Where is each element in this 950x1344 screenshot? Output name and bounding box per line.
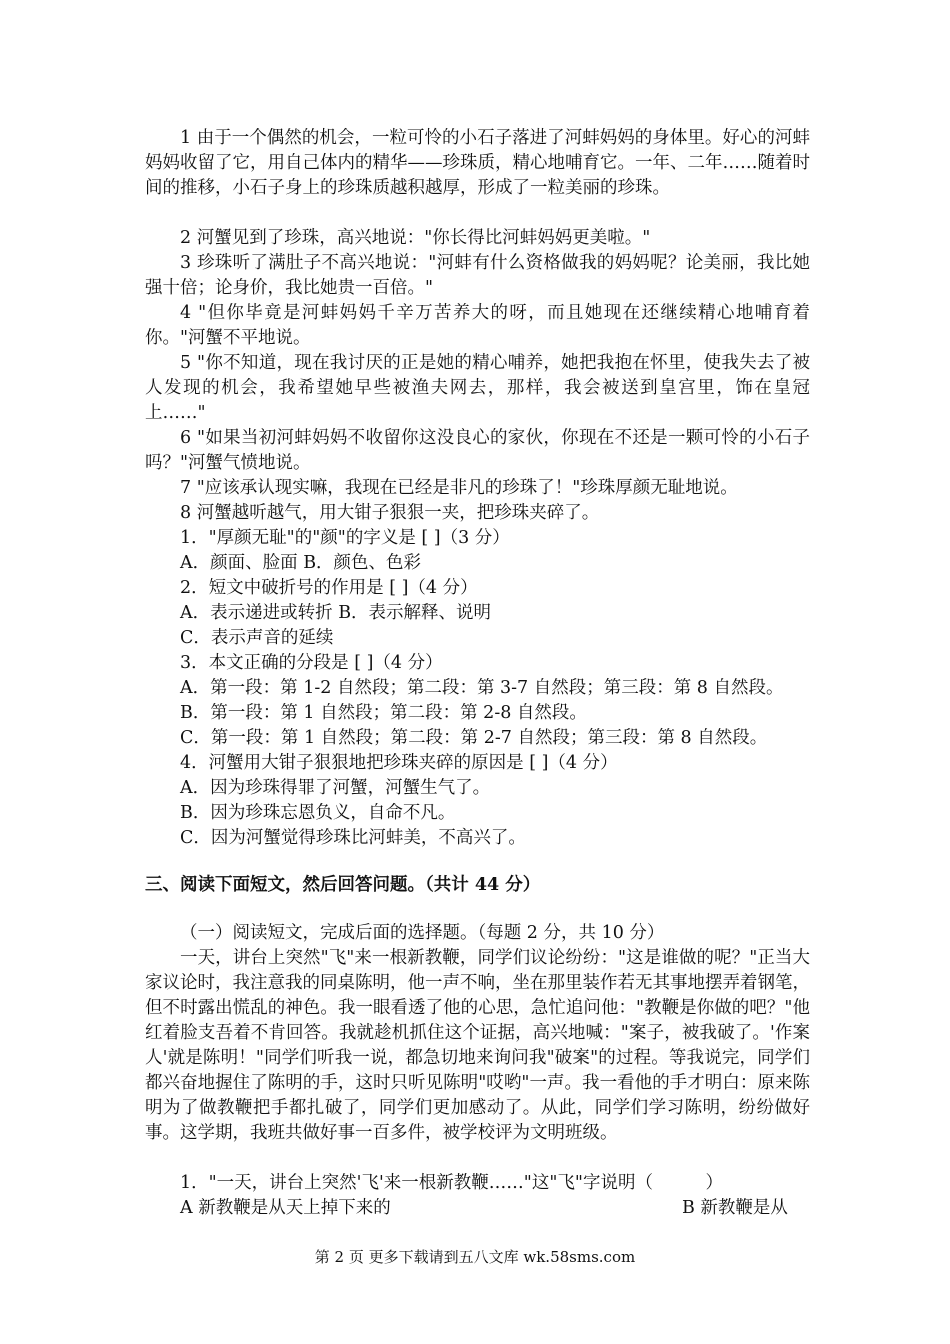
reading-passage: 一天，讲台上突然"飞"来一根新教鞭，同学们议论纷纷："这是谁做的呢？"正当大家议论时，我注意我的同桌陈明，他一声不响，坐在那里装作若无其事地摆弄着钢笔，但不时露出慌乱的神色。我一眼看透了他的心思，急忙追问他："教鞭是你做的吧？"他红着脸支吾着不肯回答。我就趁机抓住这个证据，高兴地喊："案子，被我破了。'作案人'就是陈明！"同学们听我一说，都急切地来询问我"破案"的过程。等我说完，同学们都兴奋地握住了陈明的手，这时只听见陈明"哎哟"一声。我一看他的手才明白：原来陈明为了做教鞭把手都扎破了，同学们更加感动了。从此，同学们学习陈明，纷纷做好事。这学期，我班共做好事一百多件，被学校评为文明班级。	[145, 948, 810, 1143]
question-1: 1．"厚颜无耻"的"颜"的字义是 [ ]（3 分）	[180, 528, 510, 548]
story-paragraph-8: 8 河蟹越听越气，用大钳子狠狠一夹，把珍珠夹碎了。	[180, 503, 600, 523]
story-paragraph-4: 4 "但你毕竟是河蚌妈妈千辛万苦养大的呀，而且她现在还继续精心地哺育着你。"河蟹不平地说。	[145, 303, 810, 348]
section-3-heading: 三、阅读下面短文，然后回答问题。（共计 44 分）	[145, 875, 541, 895]
story-paragraph-3: 3 珍珠听了满肚子不高兴地说："河蚌有什么资格做我的妈妈呢？论美丽，我比她强十倍；论身价，我比她贵一百倍。"	[145, 253, 810, 298]
story-paragraph-7: 7 "应该承认现实嘛，我现在已经是非凡的珍珠了！"珍珠厚颜无耻地说。	[180, 478, 738, 498]
question-2-option-c: C．表示声音的延续	[180, 628, 334, 648]
question-2-options: A．表示递进或转折 B．表示解释、说明	[180, 603, 492, 623]
question-4-option-a: A．因为珍珠得罪了河蟹，河蟹生气了。	[180, 778, 491, 798]
question-2: 2．短文中破折号的作用是 [ ]（4 分）	[180, 578, 478, 598]
story-paragraph-6: 6 "如果当初河蚌妈妈不收留你这没良心的家伙，你现在不还是一颗可怜的小石子吗？"河蟹气愤地说。	[145, 428, 810, 473]
question-3: 3．本文正确的分段是 [ ]（4 分）	[180, 653, 443, 673]
story-paragraph-2: 2 河蟹见到了珍珠，高兴地说："你长得比河蚌妈妈更美啦。"	[180, 228, 651, 248]
question-3-option-c: C．第一段：第 1 自然段；第二段：第 2-7 自然段；第三段：第 8 自然段。	[180, 728, 768, 748]
story-paragraph-1: 1 由于一个偶然的机会，一粒可怜的小石子落进了河蚌妈妈的身体里。好心的河蚌妈妈收留了它，用自己体内的精华——珍珠质，精心地哺育它。一年、二年……随着时间的推移，小石子身上的珍珠质越积越厚，形成了一粒美丽的珍珠。	[145, 128, 810, 198]
section-3-subheading: （一）阅读短文，完成后面的选择题。（每题 2 分，共 10 分）	[180, 923, 665, 943]
question-4-option-c: C．因为河蟹觉得珍珠比河蚌美，不高兴了。	[180, 828, 526, 848]
question-4: 4．河蟹用大钳子狠狠地把珍珠夹碎的原因是 [ ]（4 分）	[180, 753, 618, 773]
question-3-option-b: B．第一段：第 1 自然段；第二段：第 2-8 自然段。	[180, 703, 587, 723]
page-footer: 第 2 页 更多下载请到五八文库 wk.58sms.com	[314, 1248, 636, 1266]
question-1-options: A．颜面、脸面 B．颜色、色彩	[180, 553, 422, 573]
section-3-question-1-option-a: A 新教鞭是从天上掉下来的	[180, 1198, 391, 1218]
section-3-question-1-option-b: B 新教鞭是从	[682, 1198, 788, 1218]
question-3-option-a: A．第一段：第 1-2 自然段；第二段：第 3-7 自然段；第三段：第 8 自然段。	[180, 678, 784, 698]
story-paragraph-5: 5 "你不知道，现在我讨厌的正是她的精心哺养，她把我抱在怀里，使我失去了被人发现的机会，我希望她早些被渔夫网去，那样，我会被送到皇宫里，饰在皇冠上……"	[145, 353, 810, 423]
question-4-option-b: B．因为珍珠忘恩负义，自命不凡。	[180, 803, 456, 823]
section-3-question-1: 1．"一天，讲台上突然'飞'来一根新教鞭……"这"飞"字说明（ ）	[180, 1173, 723, 1193]
